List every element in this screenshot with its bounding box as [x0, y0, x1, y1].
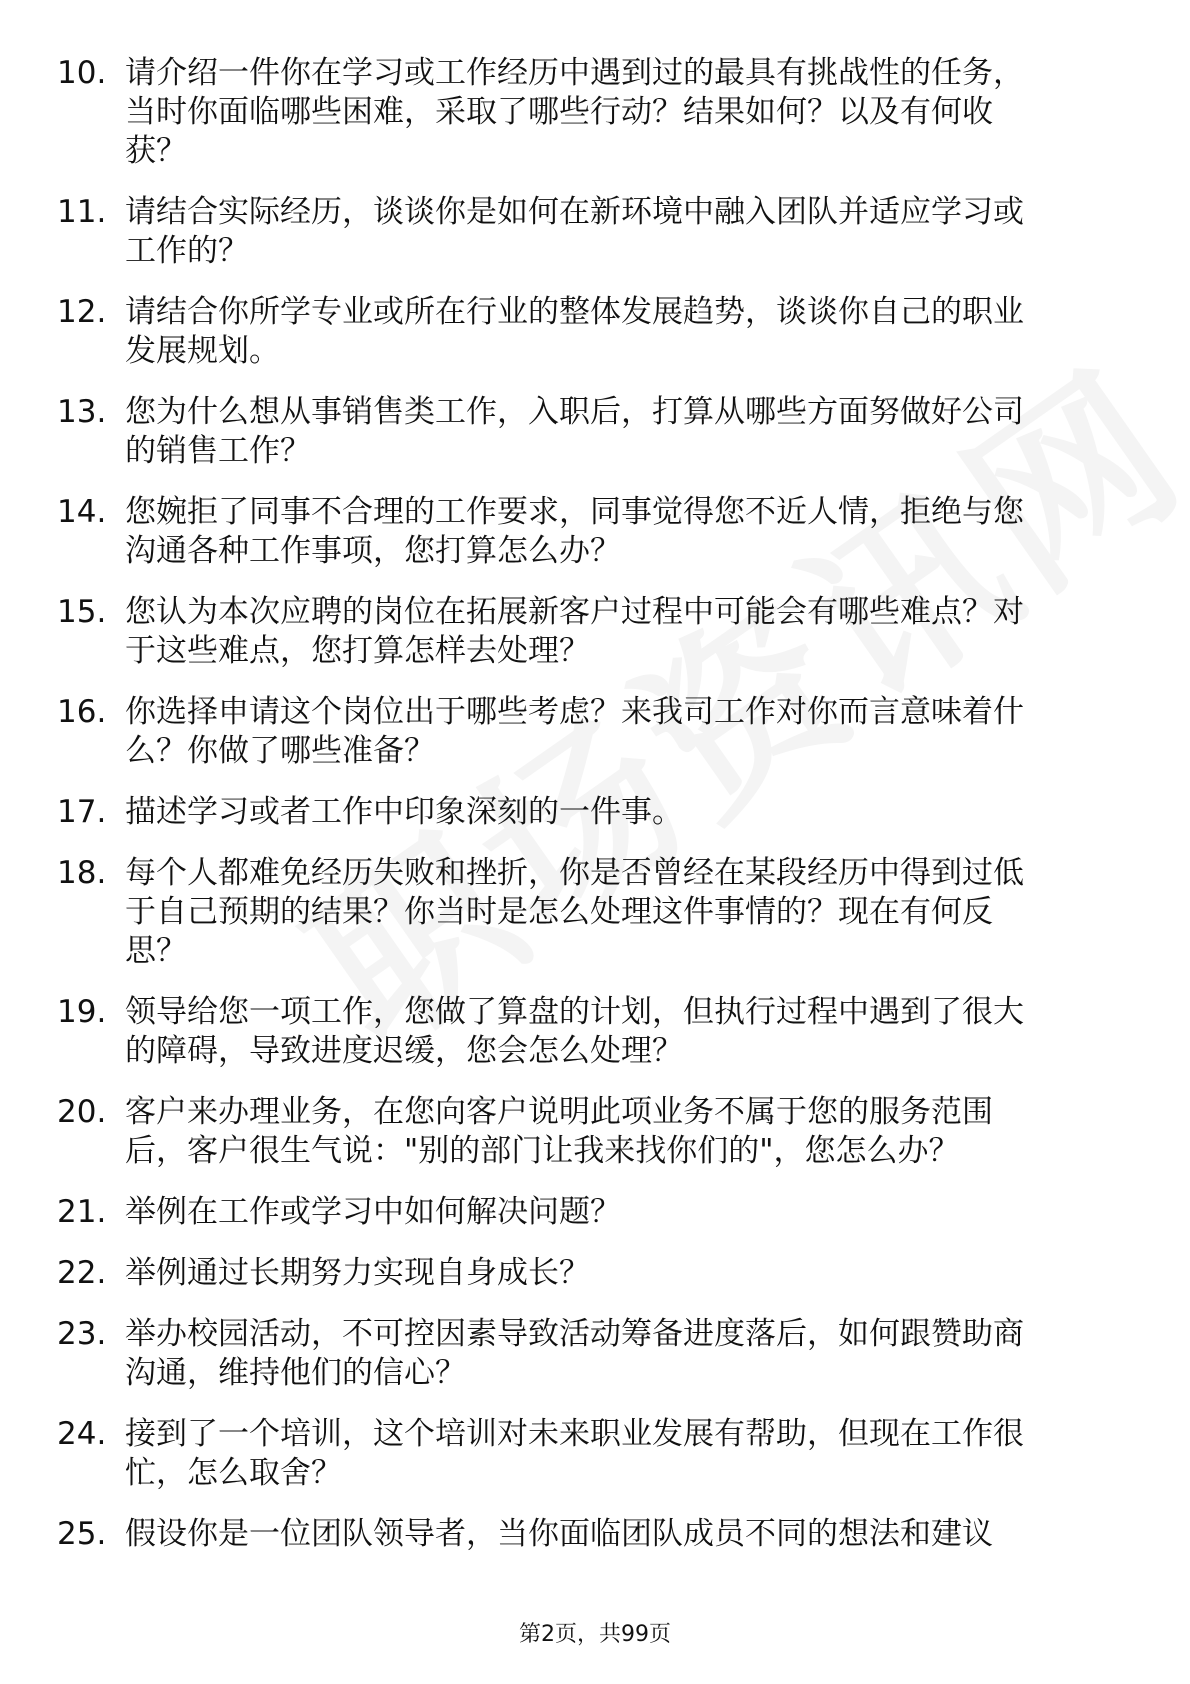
- question-item: [57, 1254, 1117, 1293]
- question-item: [57, 293, 1117, 371]
- question-text: 举例在工作或学习中如何解决问题？: [125, 1194, 621, 1230]
- question-item: [57, 854, 1117, 971]
- question-text: 举办校园活动，不可控因素导致活动筹备进度落后，如何跟赞助商沟通，维持他们的信心？: [125, 1316, 1024, 1391]
- question-item: [57, 1515, 1117, 1554]
- question-number: 10.: [57, 55, 107, 91]
- question-number: 23.: [57, 1316, 107, 1352]
- question-text: 举例通过长期努力实现自身成长？: [125, 1255, 590, 1291]
- question-number: 22.: [57, 1255, 107, 1291]
- question-text: 您认为本次应聘的岗位在拓展新客户过程中可能会有哪些难点？对于这些难点，您打算怎样去处理？: [125, 594, 1024, 669]
- question-number: 25.: [57, 1516, 107, 1552]
- question-number: 11.: [57, 194, 107, 230]
- question-item: [57, 793, 1117, 832]
- question-item: [57, 493, 1117, 571]
- question-number: 13.: [57, 394, 107, 430]
- question-number: 18.: [57, 855, 107, 891]
- question-text: 您婉拒了同事不合理的工作要求，同事觉得您不近人情，拒绝与您沟通各种工作事项，您打算怎么办？: [125, 494, 1024, 569]
- question-item: [57, 693, 1117, 771]
- page-number-label: 第2页，共99页: [519, 1622, 671, 1647]
- question-item: [57, 593, 1117, 671]
- question-text: 领导给您一项工作，您做了算盘的计划，但执行过程中遇到了很大的障碍，导致进度迟缓，您会怎么处理？: [125, 994, 1024, 1069]
- question-number: 20.: [57, 1094, 107, 1130]
- question-number: 21.: [57, 1194, 107, 1230]
- question-text: 请结合你所学专业或所在行业的整体发展趋势，谈谈你自己的职业发展规划。: [125, 294, 1024, 369]
- question-item: [57, 54, 1117, 171]
- question-number: 24.: [57, 1416, 107, 1452]
- question-item: [57, 993, 1117, 1071]
- question-item: [57, 393, 1117, 471]
- question-text: 您为什么想从事销售类工作，入职后，打算从哪些方面努做好公司的销售工作？: [125, 394, 1024, 469]
- question-text: 每个人都难免经历失败和挫折，你是否曾经在某段经历中得到过低于自己预期的结果？你当时是怎么处理这件事情的？现在有何反思？: [125, 855, 1024, 969]
- question-number: 14.: [57, 494, 107, 530]
- question-item: [57, 1415, 1117, 1493]
- question-item: [57, 1315, 1117, 1393]
- question-list: [57, 54, 1117, 1576]
- question-number: 12.: [57, 294, 107, 330]
- question-text: 接到了一个培训，这个培训对未来职业发展有帮助，但现在工作很忙，怎么取舍？: [125, 1416, 1024, 1491]
- question-number: 17.: [57, 794, 107, 830]
- question-text: 请结合实际经历，谈谈你是如何在新环境中融入团队并适应学习或工作的？: [125, 194, 1024, 269]
- question-number: 16.: [57, 694, 107, 730]
- page-footer: [0, 1617, 1190, 1648]
- question-item: [57, 193, 1117, 271]
- question-number: 19.: [57, 994, 107, 1030]
- question-text: 客户来办理业务，在您向客户说明此项业务不属于您的服务范围后，客户很生气说："别的部门让我来找你们的"，您怎么办？: [125, 1094, 993, 1169]
- question-text: 描述学习或者工作中印象深刻的一件事。: [125, 794, 683, 830]
- question-number: 15.: [57, 594, 107, 630]
- question-text: 假设你是一位团队领导者，当你面临团队成员不同的想法和建议: [125, 1516, 993, 1552]
- question-text: 请介绍一件你在学习或工作经历中遇到过的最具有挑战性的任务，当时你面临哪些困难，采取了哪些行动？结果如何？以及有何收获？: [125, 55, 1024, 169]
- question-item: [57, 1193, 1117, 1232]
- question-item: [57, 1093, 1117, 1171]
- question-text: 你选择申请这个岗位出于哪些考虑？来我司工作对你而言意味着什么？你做了哪些准备？: [125, 694, 1024, 769]
